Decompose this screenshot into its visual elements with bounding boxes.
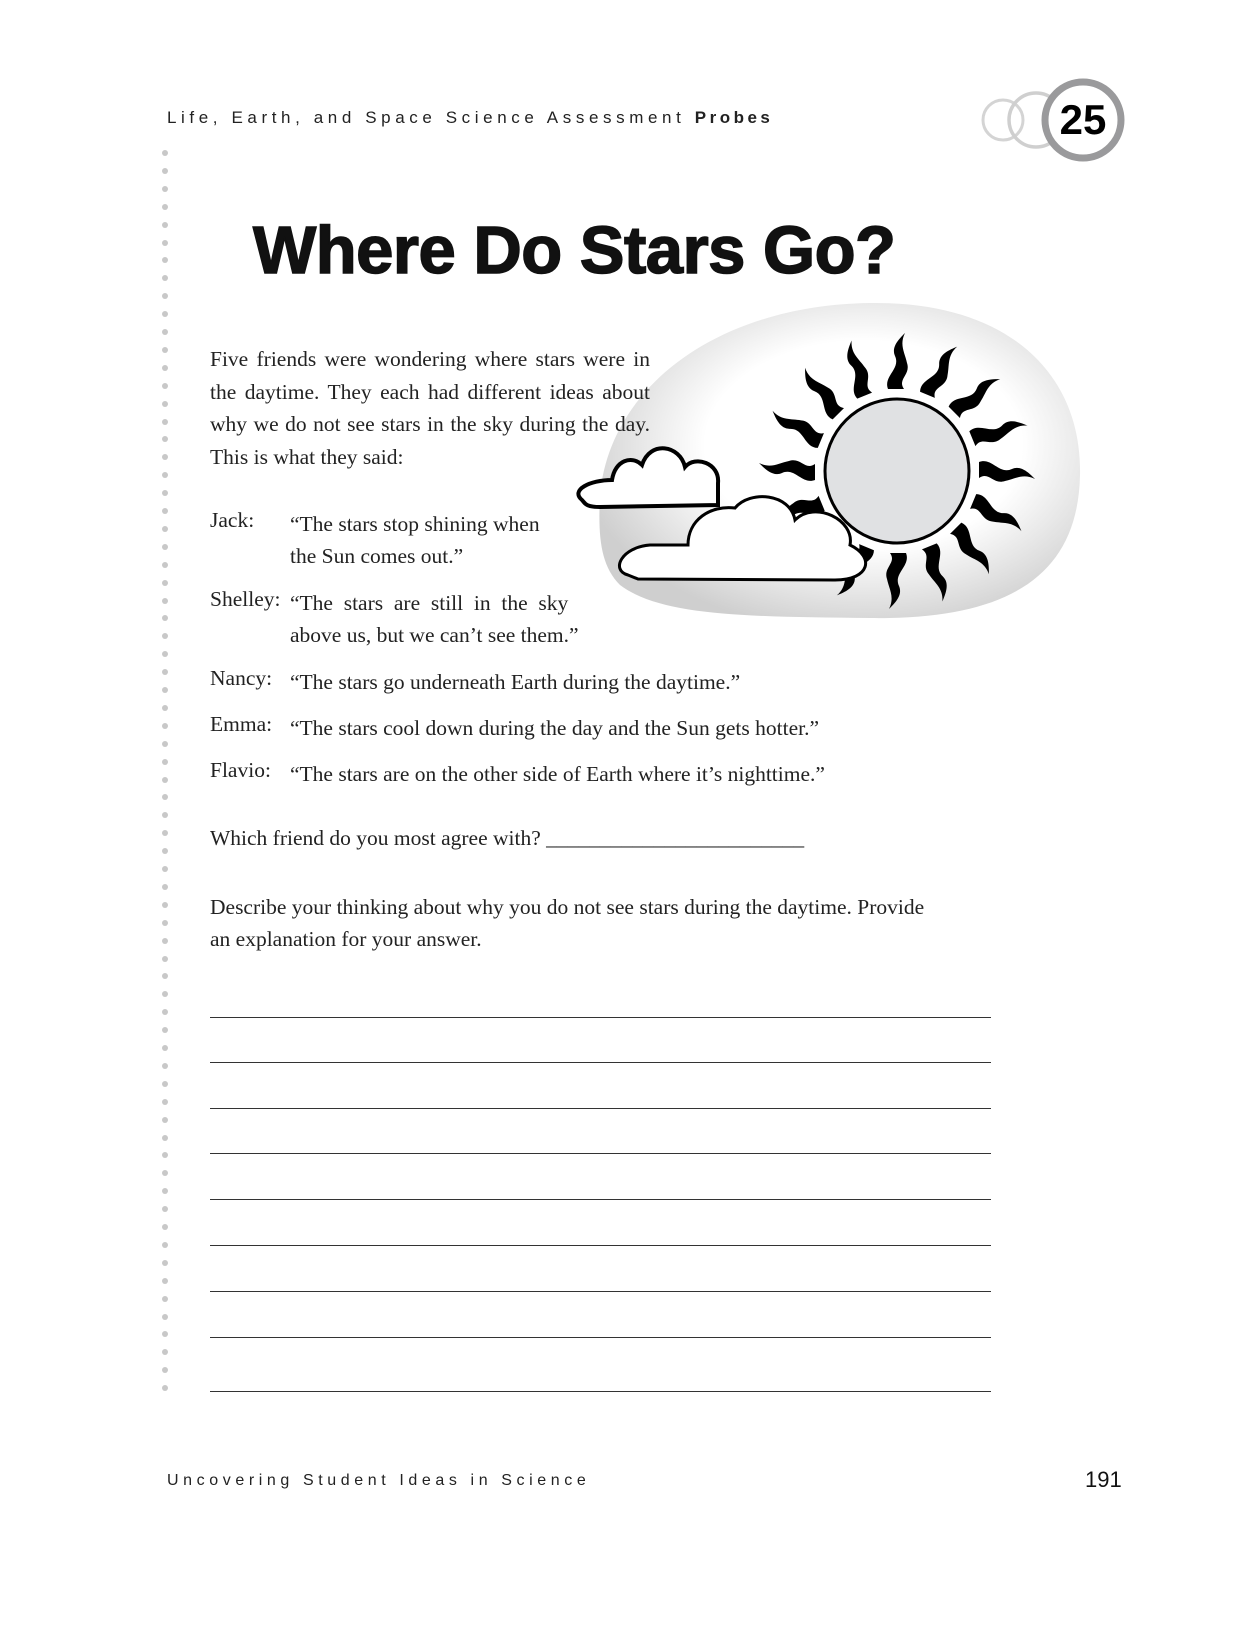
spiral-dot — [162, 562, 168, 568]
friend-name: Emma: — [210, 712, 273, 736]
spiral-dot — [162, 848, 168, 854]
spiral-dot — [162, 1296, 168, 1302]
answer-line[interactable] — [210, 1062, 991, 1063]
spiral-dot — [162, 1170, 168, 1176]
spiral-dot — [162, 1367, 168, 1373]
answer-line[interactable] — [210, 1017, 991, 1018]
spiral-dot — [162, 1135, 168, 1141]
spiral-dot — [162, 1224, 168, 1230]
spiral-dot — [162, 544, 168, 550]
probe-number: 25 — [1059, 96, 1107, 143]
spiral-dot — [162, 973, 168, 979]
answer-line[interactable] — [210, 1108, 991, 1109]
page-number: 191 — [1085, 1467, 1122, 1492]
answer-line[interactable] — [210, 1337, 991, 1338]
spiral-dot — [162, 347, 168, 353]
spiral-dot — [162, 1314, 168, 1320]
spiral-dot — [162, 490, 168, 496]
spiral-dot — [162, 204, 168, 210]
spiral-dot — [162, 705, 168, 711]
spiral-dot — [162, 275, 168, 281]
spiral-dot — [162, 866, 168, 872]
question-agree[interactable]: Which friend do you most agree with? ________________________ — [210, 826, 805, 850]
answer-line[interactable] — [210, 1291, 991, 1292]
friend-quote: “The stars cool down during the day and the Sun gets hotter.” — [290, 716, 820, 740]
page-title: Where Do Stars Go? — [253, 213, 896, 288]
spiral-dot — [162, 472, 168, 478]
spiral-dot — [162, 508, 168, 514]
series-title: Life, Earth, and Space Science Assessment — [167, 108, 686, 127]
question-explain-line2: an explanation for your answer. — [210, 927, 482, 951]
spiral-dot — [162, 454, 168, 460]
spiral-dot — [162, 1009, 168, 1015]
spiral-dot — [162, 150, 168, 156]
spiral-dot — [162, 168, 168, 174]
spiral-dot — [162, 526, 168, 532]
answer-line[interactable] — [210, 1199, 991, 1200]
friend-quote: “The stars stop shining when — [290, 512, 540, 536]
spiral-dot — [162, 1349, 168, 1355]
spiral-dot — [162, 991, 168, 997]
friend-name: Jack: — [210, 508, 255, 532]
spiral-dot — [162, 1331, 168, 1337]
series-header — [167, 108, 773, 128]
friend-quote: “The stars are on the other side of Earth where it’s nighttime.” — [290, 762, 825, 786]
spiral-dot — [162, 1260, 168, 1266]
spiral-dot — [162, 1242, 168, 1248]
question-explain-line1: Describe your thinking about why you do not see stars during the daytime. Provide — [210, 895, 925, 919]
spiral-dot — [162, 938, 168, 944]
probe-number-badge — [965, 72, 1135, 168]
friend-name: Shelley: — [210, 587, 281, 611]
intro-paragraph: Five friends were wondering where stars were in the daytime. They each had different ideas about why we do not see stars in the sky during the day. This is what they said: — [210, 347, 650, 469]
spiral-dot — [162, 687, 168, 693]
spiral-dot — [162, 186, 168, 192]
ring-icon — [983, 100, 1023, 140]
spiral-dot — [162, 1027, 168, 1033]
spiral-dot — [162, 920, 168, 926]
spiral-dot — [162, 311, 168, 317]
spiral-dot — [162, 741, 168, 747]
spiral-dot — [162, 1152, 168, 1158]
spiral-dot — [162, 794, 168, 800]
spiral-dot — [162, 1117, 168, 1123]
spiral-dot — [162, 293, 168, 299]
spiral-dot — [162, 902, 168, 908]
friend-quote: “The stars go underneath Earth during the daytime.” — [290, 670, 741, 694]
spiral-dot — [162, 884, 168, 890]
spiral-dot — [162, 812, 168, 818]
spiral-dot — [162, 759, 168, 765]
spiral-dot — [162, 1278, 168, 1284]
friend-quote: the Sun comes out.” — [290, 544, 464, 568]
spiral-dot — [162, 329, 168, 335]
spiral-dot — [162, 580, 168, 586]
spiral-dot — [162, 401, 168, 407]
spiral-dot — [162, 222, 168, 228]
answer-line[interactable] — [210, 1391, 991, 1392]
spiral-dot — [162, 257, 168, 263]
spiral-dot — [162, 1188, 168, 1194]
series-title-bold: Probes — [694, 108, 774, 127]
spiral-dot — [162, 669, 168, 675]
footer-book-title: Uncovering Student Ideas in Science — [167, 1472, 591, 1489]
spiral-dot — [162, 598, 168, 604]
spiral-dot — [162, 383, 168, 389]
spiral-dot — [162, 419, 168, 425]
sun-icon — [825, 399, 969, 543]
spiral-dot — [162, 365, 168, 371]
spiral-dot — [162, 633, 168, 639]
spiral-dot — [162, 956, 168, 962]
spiral-dot — [162, 830, 168, 836]
spiral-dot — [162, 1385, 168, 1391]
spiral-dot — [162, 1045, 168, 1051]
spiral-dot — [162, 240, 168, 246]
friend-quote: above us, but we can’t see them.” — [290, 623, 579, 647]
answer-line[interactable] — [210, 1245, 991, 1246]
friend-name: Flavio: — [210, 758, 271, 782]
spiral-dot — [162, 1063, 168, 1069]
spiral-dot — [162, 436, 168, 442]
friend-quote: “The stars are still in the sky — [290, 591, 569, 615]
spiral-dot — [162, 1081, 168, 1087]
spiral-dot — [162, 723, 168, 729]
spiral-dot — [162, 777, 168, 783]
friend-name: Nancy: — [210, 666, 273, 690]
spiral-dot — [162, 1206, 168, 1212]
spiral-dot — [162, 1099, 168, 1105]
spiral-dot — [162, 615, 168, 621]
answer-line[interactable] — [210, 1153, 991, 1154]
spiral-dot — [162, 651, 168, 657]
